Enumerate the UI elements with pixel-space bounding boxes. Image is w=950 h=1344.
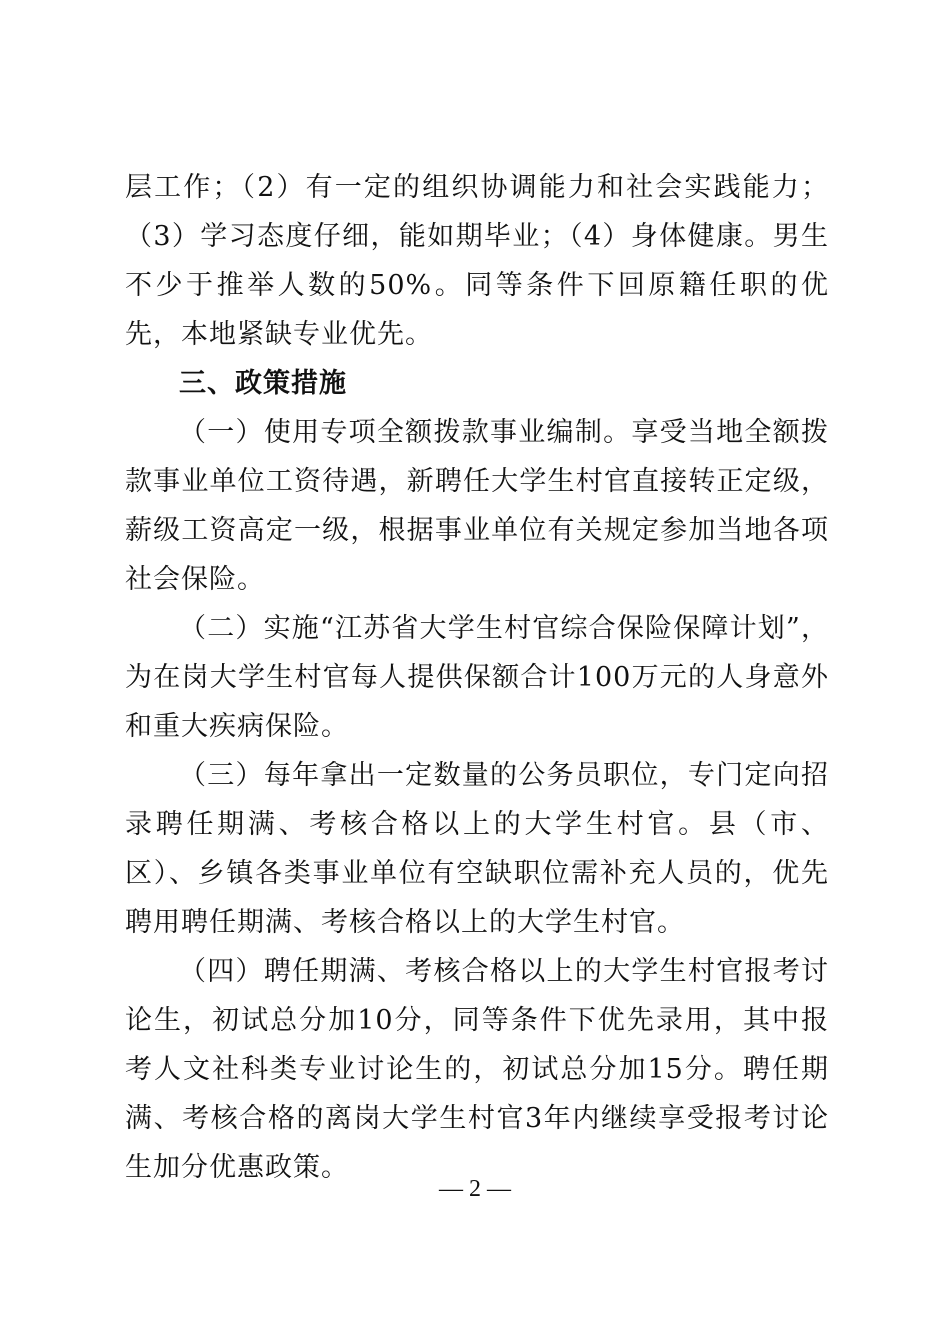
paragraph-measure-3: （三）每年拿出一定数量的公务员职位，专门定向招录聘任期满、考核合格以上的大学生村官。县（市、区）、乡镇各类事业单位有空缺职位需补充人员的，优先聘用聘任期满、考核合格以上的大学生村官。 [125,760,829,938]
paragraph-measure-2: （二）实施“江苏省大学生村官综合保险保障计划”，为在岗大学生村官每人提供保额合计100万元的人身意外和重大疾病保险。 [125,613,829,742]
paragraph-measure-4: （四）聘任期满、考核合格以上的大学生村官报考讨论生，初试总分加10分，同等条件下优先录用，其中报考人文社科类专业讨论生的，初试总分加15分。聘任期满、考核合格的离岗大学生村官3年内继续享受报考讨论生加分优惠政策。 [125,956,829,1183]
document-body [125,163,829,1192]
section-heading-policy-measures: 三、政策措施 [179,368,347,399]
paragraph-measure-1: （一）使用专项全额拨款事业编制。享受当地全额拨款事业单位工资待遇，新聘任大学生村官直接转正定级，薪级工资高定一级，根据事业单位有关规定参加当地各项社会保险。 [125,417,829,595]
paragraph-requirements-continued: 层工作；（2）有一定的组织协调能力和社会实践能力；（3）学习态度仔细，能如期毕业；（4）身体健康。男生不少于推举人数的50%。同等条件下回原籍任职的优先，本地紧缺专业优先。 [125,172,829,350]
page-number: — 2 — [439,1176,511,1202]
